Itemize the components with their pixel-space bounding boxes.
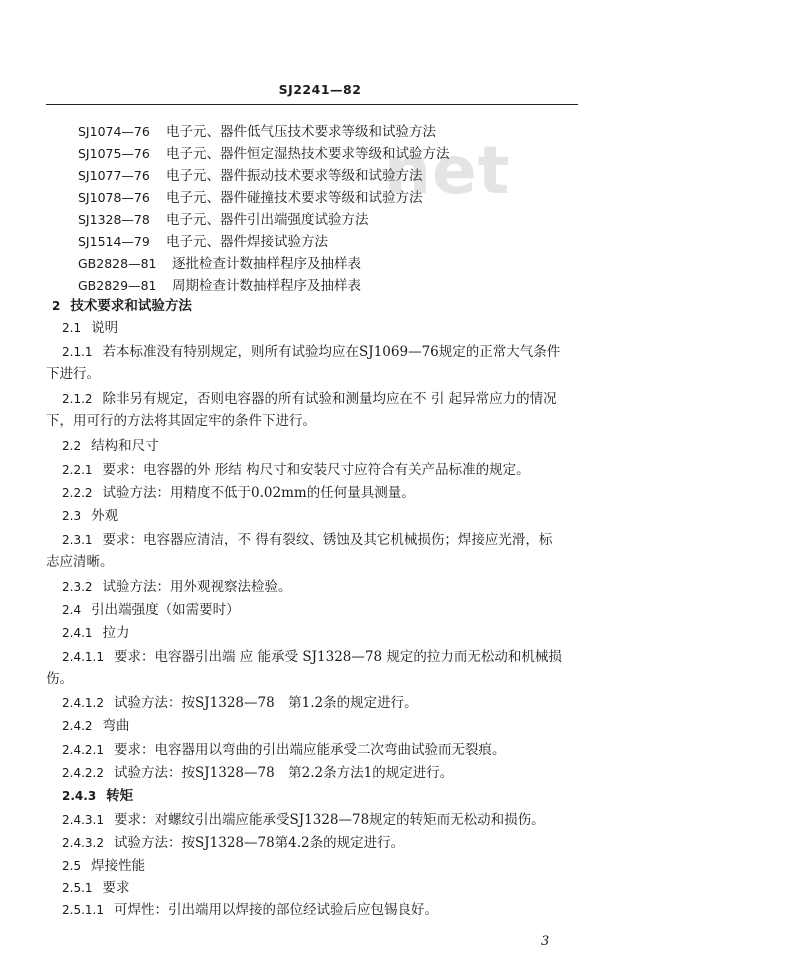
clause-paragraph: 2.1.1 若本标准没有特别规定，则所有试验均应在SJ1069—76规定的正常大气条件 [62,344,561,360]
subsection-heading: 2.4.1 拉力 [62,625,130,641]
subsection-heading: 2.4 引出端强度（如需要时） [62,602,240,618]
clause-continuation: 志应清晰。 [46,554,114,570]
clause-paragraph: 2.4.1.1 要求：电容器引出端 应 能承受 SJ1328—78 规定的拉力而无松动和机械损 [62,649,562,665]
clause-paragraph: 2.1.2 除非另有规定，否则电容器的所有试验和测量均应在不 引 起异常应力的情况 [62,391,557,407]
clause-paragraph: 2.4.2.1 要求：电容器用以弯曲的引出端应能承受二次弯曲试验而无裂痕。 [62,742,506,758]
clause-paragraph: 2.3.2 试验方法：用外观视察法检验。 [62,579,292,595]
clause-paragraph: 2.5.1.1 可焊性：引出端用以焊接的部位经试验后应包锡良好。 [62,902,438,918]
reference-item: GB2829—81 周期检查计数抽样程序及抽样表 [78,278,361,294]
reference-item: SJ1075—76 电子元、器件恒定湿热技术要求等级和试验方法 [78,146,450,162]
subsection-heading: 2.5.1 要求 [62,880,130,896]
subsection-heading: 2.4.2 弯曲 [62,718,130,734]
reference-item: SJ1328—78 电子元、器件引出端强度试验方法 [78,212,369,228]
subsection-heading: 2.4.3 转矩 [62,788,134,804]
section-heading: 2 技术要求和试验方法 [52,298,192,314]
clause-continuation: 下进行。 [46,366,100,382]
subsection-heading: 2.2 结构和尺寸 [62,438,159,454]
header-divider [46,104,578,105]
clause-continuation: 下，用可行的方法将其固定牢的条件下进行。 [46,413,316,429]
reference-item: SJ1514—79 电子元、器件焊接试验方法 [78,234,328,250]
clause-paragraph: 2.4.1.2 试验方法：按SJ1328—78 第1.2条的规定进行。 [62,695,418,711]
clause-paragraph: 2.4.3.1 要求：对螺纹引出端应能承受SJ1328—78规定的转矩而无松动和损伤。 [62,812,545,828]
clause-paragraph: 2.4.3.2 试验方法：按SJ1328—78第4.2条的规定进行。 [62,835,405,851]
reference-item: SJ1074—76 电子元、器件低气压技术要求等级和试验方法 [78,124,436,140]
clause-paragraph: 2.2.2 试验方法：用精度不低于0.02mm的任何量具测量。 [62,485,415,501]
clause-paragraph: 2.2.1 要求：电容器的外 形结 构尺寸和安装尺寸应符合有关产品标准的规定。 [62,462,530,478]
page-number: 3 [541,934,550,949]
clause-paragraph: 2.4.2.2 试验方法：按SJ1328—78 第2.2条方法1的规定进行。 [62,765,454,781]
reference-item: GB2828—81 逐批检查计数抽样程序及抽样表 [78,256,361,272]
subsection-heading: 2.1 说明 [62,320,119,336]
subsection-heading: 2.5 焊接性能 [62,858,146,874]
reference-item: SJ1078—76 电子元、器件碰撞技术要求等级和试验方法 [78,190,423,206]
standard-number-header: SJ2241—82 [278,82,362,97]
clause-paragraph: 2.3.1 要求：电容器应清洁，不 得有裂纹、锈蚀及其它机械损伤；焊接应光滑，标 [62,532,553,548]
subsection-heading: 2.3 外观 [62,508,119,524]
reference-item: SJ1077—76 电子元、器件振动技术要求等级和试验方法 [78,168,423,184]
clause-continuation: 伤。 [46,671,73,687]
watermark: net [384,132,511,209]
